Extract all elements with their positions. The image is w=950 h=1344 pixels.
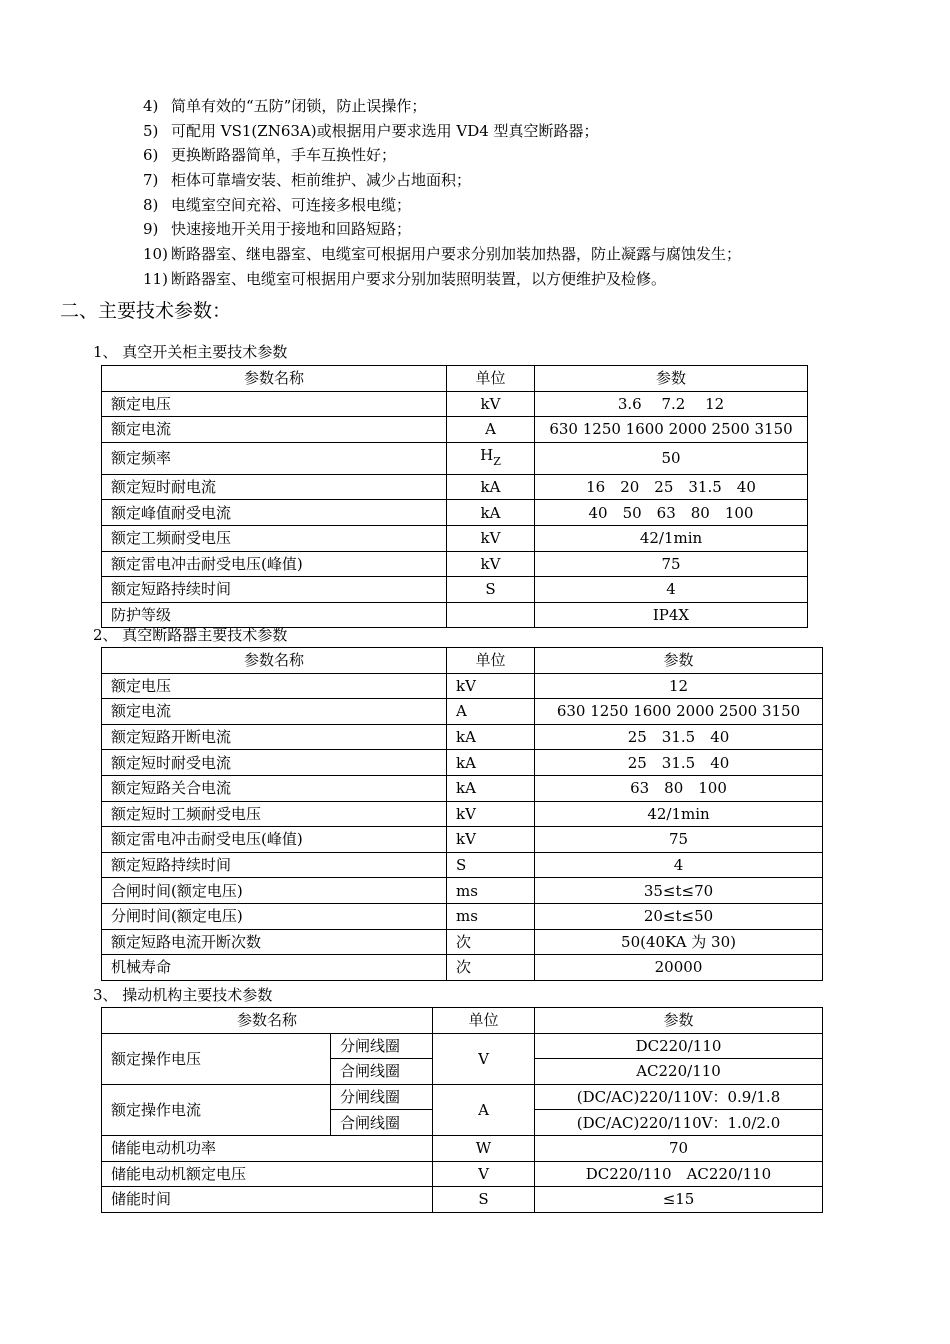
table-row: 额定工频耐受电压 kV 42/1min (102, 525, 808, 551)
table-row: 额定短路持续时间 S 4 (102, 852, 823, 878)
table-row: 分闸时间(额定电压) ms 20≤t≤50 (102, 903, 823, 929)
list-item: 8) 电缆室空间充裕、可连接多根电缆； (143, 195, 412, 214)
table-row: 额定峰值耐受电流 kA 40 50 63 80 100 (102, 500, 808, 526)
header-cell: 参数 (535, 366, 808, 392)
header-cell: 单位 (447, 648, 535, 674)
header-cell: 参数 (535, 648, 823, 674)
table-row: 额定雷电冲击耐受电压(峰值) kV 75 (102, 551, 808, 577)
header-cell: 单位 (447, 366, 535, 392)
table-row: 额定频率 $H_Z$ 50 (102, 442, 808, 474)
header-cell: 单位 (433, 1008, 535, 1034)
table1-caption: 1、 真空开关柜主要技术参数 (93, 343, 288, 361)
table-row: 额定雷电冲击耐受电压(峰值) kV 75 (102, 827, 823, 853)
table-row: 额定短路关合电流 kA 63 80 100 (102, 775, 823, 801)
table-row: 额定短时耐受电流 kA 25 31.5 40 (102, 750, 823, 776)
table-row: 额定电流 A 630 1250 1600 2000 2500 3150 (102, 699, 823, 725)
section-title: 二、主要技术参数： (60, 300, 232, 322)
list-item: 4) 简单有效的“五防”闭锁，防止误操作； (143, 97, 427, 115)
table-row: 额定电压 kV 12 (102, 673, 823, 699)
table-row: 合闸时间(额定电压) ms 35≤t≤70 (102, 878, 823, 904)
table2-caption: 2、 真空断路器主要技术参数 (93, 626, 288, 644)
table-row: 储能电动机功率 W 70 (102, 1135, 823, 1161)
table-row: 额定短时耐电流 kA 16 20 25 31.5 40 (102, 474, 808, 500)
table-row: 额定操作电流 分闸线圈 A (DC/AC)220/110V：0.9/1.8 (102, 1084, 823, 1110)
breaker-spec-table (101, 647, 823, 981)
list-item: 10) 断路器室、继电器室、电缆室可根据用户要求分别加装加热器，防止凝露与腐蚀发生； (143, 245, 742, 264)
table-row: 额定操作电压 分闸线圈 V DC220/110 (102, 1033, 823, 1059)
mechanism-spec-table (101, 1007, 823, 1213)
table-header-row (102, 1008, 823, 1034)
table-header-row (102, 366, 808, 392)
list-item: 6) 更换断路器简单，手车互换性好； (143, 146, 397, 165)
table-row: 储能时间 S ≤15 (102, 1187, 823, 1213)
header-cell: 参数名称 (102, 1008, 433, 1034)
feature-list (143, 94, 741, 292)
table3-caption: 3、 操动机构主要技术参数 (93, 986, 273, 1004)
table-row: 额定电流 A 630 1250 1600 2000 2500 3150 (102, 417, 808, 443)
switchgear-spec-table (101, 365, 808, 628)
table-row: 机械寿命 次 20000 (102, 955, 823, 981)
table-row: 合闸线圈 AC220/110 (102, 1059, 823, 1085)
table-row: 合闸线圈 (DC/AC)220/110V：1.0/2.0 (102, 1110, 823, 1136)
list-item: 11) 断路器室、电缆室可根据用户要求分别加装照明装置，以方便维护及检修。 (143, 269, 667, 288)
list-item: 9) 快速接地开关用于接地和回路短路； (143, 220, 412, 239)
header-cell: 参数名称 (102, 648, 447, 674)
table-row: 额定短路持续时间 S 4 (102, 577, 808, 603)
table-row: 额定短路开断电流 kA 25 31.5 40 (102, 724, 823, 750)
list-item: 5) 可配用 VS1(ZN63A)或根据用户要求选用 VD4 型真空断路器； (143, 121, 599, 140)
header-cell: 参数名称 (102, 366, 447, 392)
list-item: 7) 柜体可靠墙安装、柜前维护、减少占地面积； (143, 171, 472, 190)
table-row: 额定短路电流开断次数 次 50(40KA 为 30) (102, 929, 823, 955)
table-row: 防护等级 IP4X (102, 602, 808, 628)
table-row: 额定电压 kV 3.6 7.2 12 (102, 391, 808, 417)
table-header-row (102, 648, 823, 674)
table-row: 额定短时工频耐受电压 kV 42/1min (102, 801, 823, 827)
table-row: 储能电动机额定电压 V DC220/110 AC220/110 (102, 1161, 823, 1187)
header-cell: 参数 (535, 1008, 823, 1034)
